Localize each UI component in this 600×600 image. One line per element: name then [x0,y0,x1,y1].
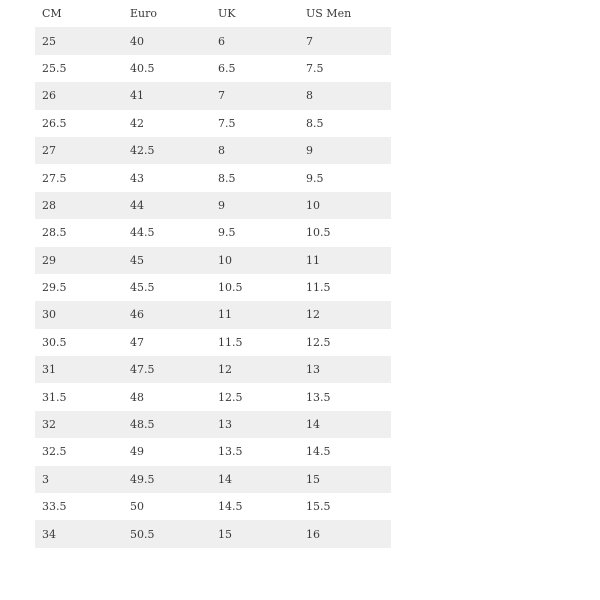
cm-cell: 29.5 [35,274,123,301]
cm-cell: 26 [35,82,123,109]
uk-cell: 11 [211,301,299,328]
euro-cell: 45.5 [123,274,211,301]
table-row [35,493,391,520]
uk-cell: 12.5 [211,383,299,410]
table-row [35,438,391,465]
column-header-us-men: US Men [306,7,352,21]
us-men-cell: 13.5 [299,383,391,410]
table-row [35,247,391,274]
us-men-cell: 10.5 [299,219,391,246]
cm-cell: 31.5 [35,383,123,410]
us-men-cell: 14 [299,411,391,438]
table-row [35,82,391,109]
euro-cell: 42.5 [123,137,211,164]
uk-cell: 13 [211,411,299,438]
cm-cell: 30 [35,301,123,328]
cm-cell: 26.5 [35,110,123,137]
cm-cell: 27 [35,137,123,164]
uk-cell: 6 [211,27,299,54]
us-men-cell: 11.5 [299,274,391,301]
euro-cell: 48.5 [123,411,211,438]
us-men-cell: 10 [299,192,391,219]
us-men-cell: 11 [299,247,391,274]
euro-cell: 50 [123,493,211,520]
euro-cell: 49 [123,438,211,465]
us-men-cell: 9.5 [299,164,391,191]
uk-cell: 7 [211,82,299,109]
uk-cell: 11.5 [211,329,299,356]
uk-cell: 12 [211,356,299,383]
us-men-cell: 7.5 [299,55,391,82]
uk-cell: 6.5 [211,55,299,82]
euro-cell: 42 [123,110,211,137]
us-men-cell: 8.5 [299,110,391,137]
uk-cell: 8.5 [211,164,299,191]
header-row [35,0,391,27]
table-row [35,466,391,493]
euro-cell: 44 [123,192,211,219]
size-conversion-table [35,0,391,548]
uk-cell: 9.5 [211,219,299,246]
euro-cell: 50.5 [123,520,211,547]
euro-cell: 45 [123,247,211,274]
column-header-uk: UK [218,7,236,21]
uk-cell: 7.5 [211,110,299,137]
table-row [35,329,391,356]
uk-cell: 14.5 [211,493,299,520]
cm-cell: 32.5 [35,438,123,465]
us-men-cell: 15.5 [299,493,391,520]
us-men-cell: 12.5 [299,329,391,356]
cm-cell: 29 [35,247,123,274]
table-row [35,137,391,164]
uk-cell: 14 [211,466,299,493]
us-men-cell: 9 [299,137,391,164]
us-men-cell: 12 [299,301,391,328]
euro-cell: 47.5 [123,356,211,383]
uk-cell: 10 [211,247,299,274]
table-header [35,0,391,27]
cm-cell: 34 [35,520,123,547]
uk-cell: 9 [211,192,299,219]
uk-cell: 15 [211,520,299,547]
column-header-cm: CM [42,7,62,21]
us-men-cell: 14.5 [299,438,391,465]
us-men-cell: 8 [299,82,391,109]
cm-cell: 33.5 [35,493,123,520]
us-men-cell: 15 [299,466,391,493]
table-body [35,27,391,547]
table-row [35,27,391,54]
uk-cell: 8 [211,137,299,164]
us-men-cell: 13 [299,356,391,383]
us-men-cell: 16 [299,520,391,547]
euro-cell: 46 [123,301,211,328]
table-row [35,301,391,328]
cm-cell: 25.5 [35,55,123,82]
euro-cell: 47 [123,329,211,356]
euro-cell: 40 [123,27,211,54]
euro-cell: 49.5 [123,466,211,493]
euro-cell: 44.5 [123,219,211,246]
cm-cell: 28 [35,192,123,219]
table-row [35,164,391,191]
cm-cell: 31 [35,356,123,383]
table-row [35,110,391,137]
euro-cell: 40.5 [123,55,211,82]
cm-cell: 28.5 [35,219,123,246]
table-row [35,383,391,410]
table-row [35,411,391,438]
us-men-cell: 7 [299,27,391,54]
table-row [35,219,391,246]
cm-cell: 30.5 [35,329,123,356]
uk-cell: 10.5 [211,274,299,301]
table-row [35,274,391,301]
table-row [35,356,391,383]
table-row [35,520,391,547]
euro-cell: 41 [123,82,211,109]
euro-cell: 48 [123,383,211,410]
table-row [35,55,391,82]
euro-cell: 43 [123,164,211,191]
cm-cell: 32 [35,411,123,438]
cm-cell: 3 [35,466,123,493]
cm-cell: 25 [35,27,123,54]
table-row [35,192,391,219]
uk-cell: 13.5 [211,438,299,465]
cm-cell: 27.5 [35,164,123,191]
column-header-euro: Euro [130,7,157,21]
